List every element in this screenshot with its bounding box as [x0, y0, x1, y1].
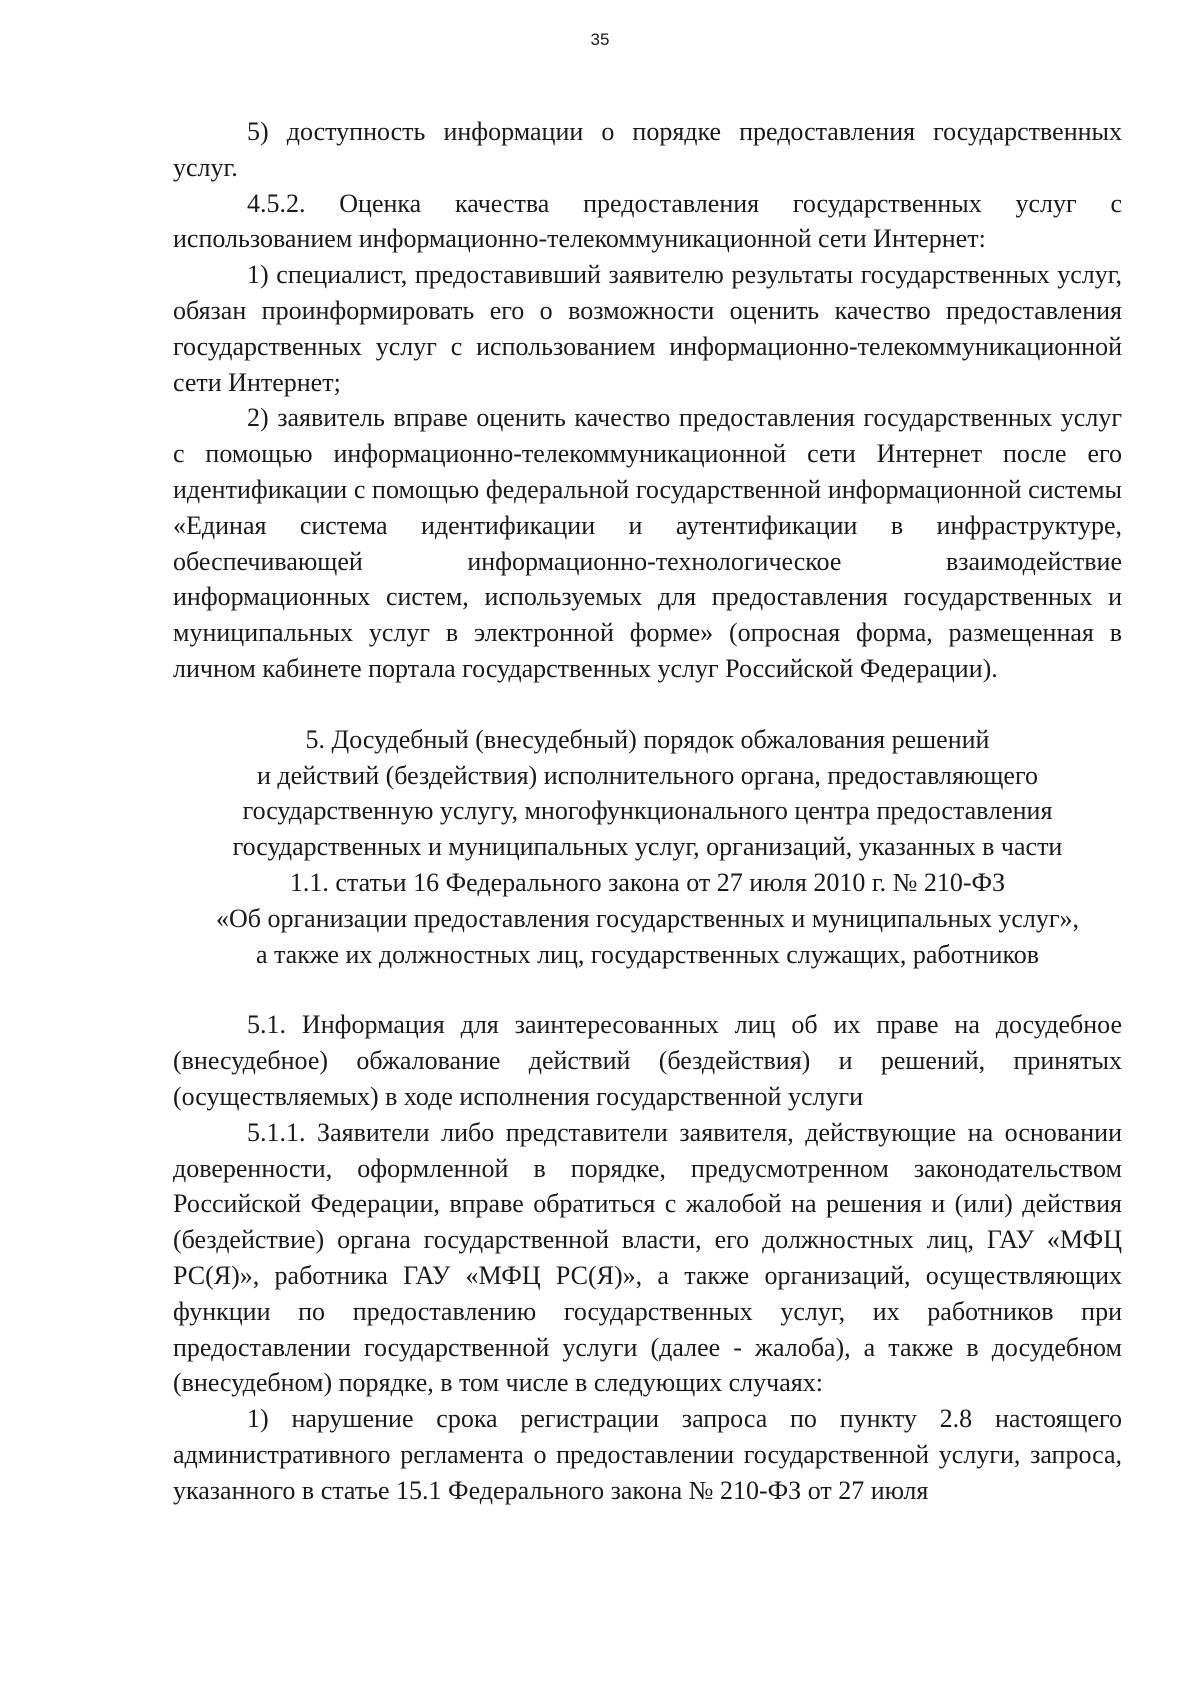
- heading-line: «Об организации предоставления государственных и муниципальных услуг»,: [215, 903, 1080, 933]
- paragraph-item-2-applicant: 2) заявитель вправе оценить качество предоставления государственных услуг с помощью информационно-телекоммуникационной сети Интернет после его идентификации с помощью федеральной государственной информационной системы «Единая система идентификации и аутентификации в инфраструктуре, обеспечивающей информационно-технологическое взаимодействие информационных систем, используемых для предоставления государственных и муниципальных услуг в электронной форме» (опросная форма, размещенная в личном кабинете портала государственных услуг Российской Федерации).: [173, 403, 1122, 683]
- heading-line: 5. Досудебный (внесудебный) порядок обжалования решений: [305, 724, 990, 754]
- heading-line: государственных и муниципальных услуг, организаций, указанных в части: [232, 832, 1063, 862]
- page-number: 35: [590, 30, 610, 49]
- paragraph-item-1-specialist: 1) специалист, предоставивший заявителю результаты государственных услуг, обязан проинформировать его о возможности оценить качество предоставления государственных услуг с использованием информационно-телекоммуникационной сети Интернет;: [173, 260, 1122, 397]
- heading-line: государственную услугу, многофункционального центра предоставления: [242, 796, 1053, 826]
- heading-line: 1.1. статьи 16 Федерального закона от 27 июля 2010 г. № 210-ФЗ: [289, 867, 1006, 897]
- paragraph-5-1-1: 5.1.1. Заявители либо представители заявителя, действующие на основании доверенности, оформленной в порядке, предусмотренном законодательством Российской Федерации, вправе обратиться с жалобой на решения и (или) действия (бездействие) органа государственной власти, его должностных лиц, ГАУ «МФЦ РС(Я)», работника ГАУ «МФЦ РС(Я)», а также организаций, осуществляющих функции по предоставлению государственных услуг, их работников при предоставлении государственной услуги (далее - жалоба), а также в досудебном (внесудебном) порядке, в том числе в следующих случаях:: [173, 1117, 1122, 1398]
- section-5-heading: [173, 722, 1122, 973]
- document-body: [173, 114, 1122, 1508]
- paragraph-4-5-2: 4.5.2. Оценка качества предоставления государственных услуг с использованием информационно-телекоммуникационной сети Интернет:: [173, 188, 1122, 254]
- paragraph-5-1: 5.1. Информация для заинтересованных лиц об их праве на досудебное (внесудебное) обжалование действий (бездействия) и решений, принятых (осуществляемых) в ходе исполнения государственной услуги: [173, 1010, 1122, 1111]
- paragraph-5-accessibility: 5) доступность информации о порядке предоставления государственных услуг.: [173, 117, 1122, 182]
- heading-line: а также их должностных лиц, государственных служащих, работников: [255, 939, 1040, 969]
- paragraph-item-1-violation: 1) нарушение срока регистрации запроса по пункту 2.8 настоящего административного регламента о предоставлении государственной услуги, запроса, указанного в статье 15.1 Федерального закона № 210-ФЗ от 27 июля: [173, 1404, 1122, 1505]
- heading-line: и действий (бездействия) исполнительного органа, предоставляющего: [257, 760, 1038, 790]
